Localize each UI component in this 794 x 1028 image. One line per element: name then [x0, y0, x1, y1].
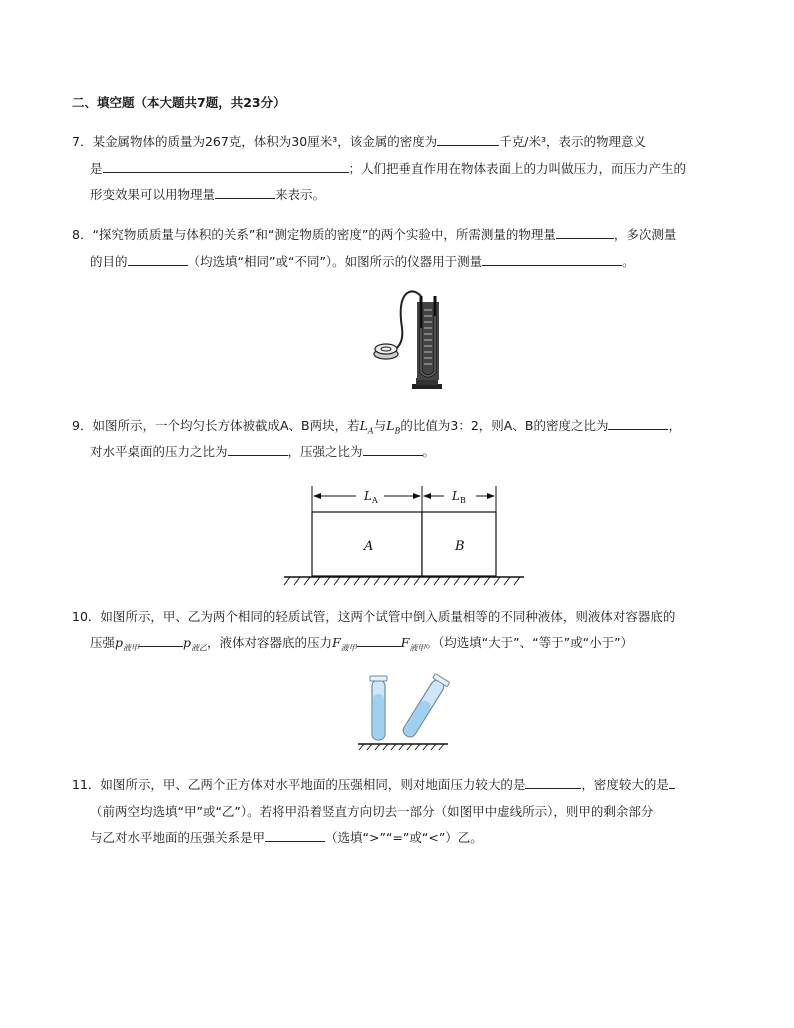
dim-label-b: L	[452, 489, 460, 503]
q9-blank-pressure-ratio[interactable]	[363, 443, 423, 456]
q9-line-1: 9．如图所示，一个均匀长方体被截成A、B两块，若$L_A$与$L_B$的比值为3：2，则A、B的密度之比为 ，	[72, 418, 681, 436]
q8-line-2: 的目的 （均选填“相同”或“不同”）。如图所示的仪器用于测量 。	[90, 254, 635, 269]
q7-blank-quantity[interactable]	[215, 186, 275, 199]
block-a-label: A	[364, 539, 374, 554]
q9-blank-density-ratio[interactable]	[608, 417, 668, 430]
q11-blank-compare[interactable]	[265, 829, 325, 842]
q11-line-3: 与乙对水平地面的压强关系是甲 （选填“>”“=”或“<”）乙。	[90, 830, 483, 845]
q8-blank-purpose[interactable]	[128, 253, 188, 266]
dim-label-a: L	[364, 489, 372, 503]
q10-blank-force[interactable]	[357, 634, 401, 647]
block-b-label: B	[455, 539, 465, 554]
q11-line-2: （前两空均选填“甲”或“乙”）。若将甲沿着竖直方向切去一部分（如图甲中虚线所示），则甲的剩余部分	[90, 804, 654, 819]
q11-blank-density[interactable]	[669, 776, 675, 789]
q8-blank-quantity[interactable]	[556, 226, 614, 239]
q7-line-2: 是 ；人们把垂直作用在物体表面上的力叫做压力，而压力产生的	[90, 161, 687, 176]
q10-blank-pressure[interactable]	[139, 634, 183, 647]
q7-blank-density[interactable]	[437, 133, 499, 146]
test-tubes-figure	[356, 670, 460, 752]
q11-blank-force[interactable]	[525, 776, 581, 789]
q10-line-1: 10．如图所示，甲、乙为两个相同的轻质试管，这两个试管中倒入质量相等的不同种液体，则液体对容器底的	[72, 609, 676, 624]
q9-blank-force-ratio[interactable]	[228, 443, 288, 456]
section-heading: 二、填空题（本大题共7题，共23分）	[72, 95, 286, 110]
dim-label-a-sub: A	[372, 496, 378, 505]
q11-line-1: 11．如图所示，甲、乙两个正方体对水平地面的压强相同，则对地面压力较大的是 ，密度较大的是	[72, 776, 675, 794]
q9-line-2: 对水平桌面的压力之比为 ，压强之比为 。	[90, 444, 436, 459]
dim-label-b-sub: B	[460, 496, 466, 505]
manometer-figure	[368, 288, 468, 398]
split-block-figure	[284, 482, 534, 587]
q7-line-1: 7．某金属物体的质量为267克，体积为30厘米³，该金属的密度为 千克/米³，表示的物理意义	[72, 134, 646, 149]
q7-line-3: 形变效果可以用物理量 来表示。	[90, 187, 326, 202]
q7-blank-meaning[interactable]	[103, 160, 349, 173]
tube-yi	[399, 674, 449, 741]
q8-blank-instrument[interactable]	[482, 253, 622, 266]
q8-line-1: 8．“探究物质质量与体积的关系”和“测定物质的密度”的两个实验中，所需测量的物理量 ，多次测量	[72, 227, 677, 242]
q10-line-2: 压强$p_{液甲}$ $p_{液乙}$，液体对容器底的压力$F_{液甲}$ $F_{液甲}$。（均选填“大于”、“等于”或“小于”）	[90, 635, 634, 653]
